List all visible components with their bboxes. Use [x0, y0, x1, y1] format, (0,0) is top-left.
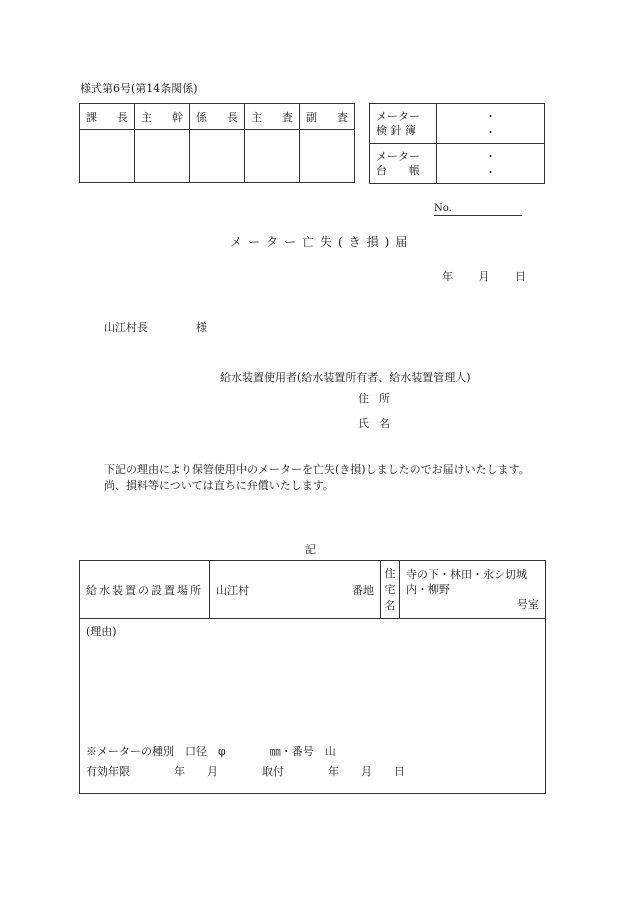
date-day-label: 日: [515, 270, 526, 283]
addressee: [104, 319, 207, 335]
housing-area-line-2: 内・柳野: [406, 583, 450, 596]
housing-name-label: 住 宅 名: [381, 561, 400, 619]
page-title: メーター亡失(き損)届: [230, 235, 414, 249]
details-table: [79, 560, 546, 794]
housing-name-field[interactable]: [400, 561, 546, 619]
declaration-paragraph-1: 下記の理由により保管使用中のメーターを亡失(き損)しましたのでお届けいたします。: [104, 463, 530, 476]
village-label: 山江村: [216, 583, 249, 597]
reason-field[interactable]: [80, 619, 546, 794]
stamp-box-kacho[interactable]: [80, 130, 135, 183]
date-year-label: 年: [442, 270, 453, 283]
declaration-paragraph-2: 尚、損料等については直ちに弁償いたします。: [104, 479, 334, 492]
name-field-label[interactable]: 氏名: [358, 417, 400, 430]
stamp-box-shusa[interactable]: [245, 130, 300, 183]
stamp-header-kakaricho: 係 長: [190, 104, 245, 130]
meter-register-table: [369, 103, 545, 184]
stamp-header-kacho: 課 長: [80, 104, 135, 130]
meter-ledger-date[interactable]: ・ ・: [437, 144, 545, 184]
declaration-text: [84, 462, 546, 494]
stamp-header-fukusa: 副 査: [300, 104, 355, 130]
approval-stamp-table: [79, 103, 355, 183]
applicant-role: 給水装置使用者(給水装置所有者、給水装置管理人): [220, 371, 471, 384]
reason-label: (理由): [86, 625, 117, 638]
addressee-name: 山江村長: [104, 321, 148, 334]
ki-heading: 記: [305, 543, 316, 556]
stamp-box-kakaricho[interactable]: [190, 130, 245, 183]
room-number-label: 号室: [517, 598, 539, 611]
meter-reading-book-label: メーター 検 針 簿: [370, 104, 437, 144]
banchi-label: 番地: [352, 583, 374, 597]
stamp-header-shusa: 主 査: [245, 104, 300, 130]
address-field-label[interactable]: 住所: [358, 392, 400, 405]
expiry-line: 有効年限 年 月 取付 年 月 日: [86, 765, 405, 778]
installation-location-label: 給水装置の設置場所: [80, 561, 210, 619]
meter-reading-book-date[interactable]: ・ ・: [437, 104, 545, 144]
stamp-box-shukan[interactable]: [135, 130, 190, 183]
document-number-field[interactable]: [434, 203, 522, 216]
stamp-header-shukan: 主 幹: [135, 104, 190, 130]
addressee-honorific: 様: [196, 321, 207, 334]
form-number: 様式第6号(第14条関係): [80, 82, 198, 95]
meter-ledger-label: メーター 台 帳: [370, 144, 437, 184]
stamp-box-fukusa[interactable]: [300, 130, 355, 183]
installation-address-field[interactable]: [210, 561, 381, 619]
meter-type-line: ※メーターの種別 口径 φ ㎜・番号 山: [86, 745, 336, 758]
date-field[interactable]: [442, 268, 548, 284]
document-number-label: No.: [434, 203, 452, 214]
housing-area-line-1: 寺の下・林田・永シ切城: [406, 568, 527, 581]
date-month-label: 月: [478, 270, 490, 283]
